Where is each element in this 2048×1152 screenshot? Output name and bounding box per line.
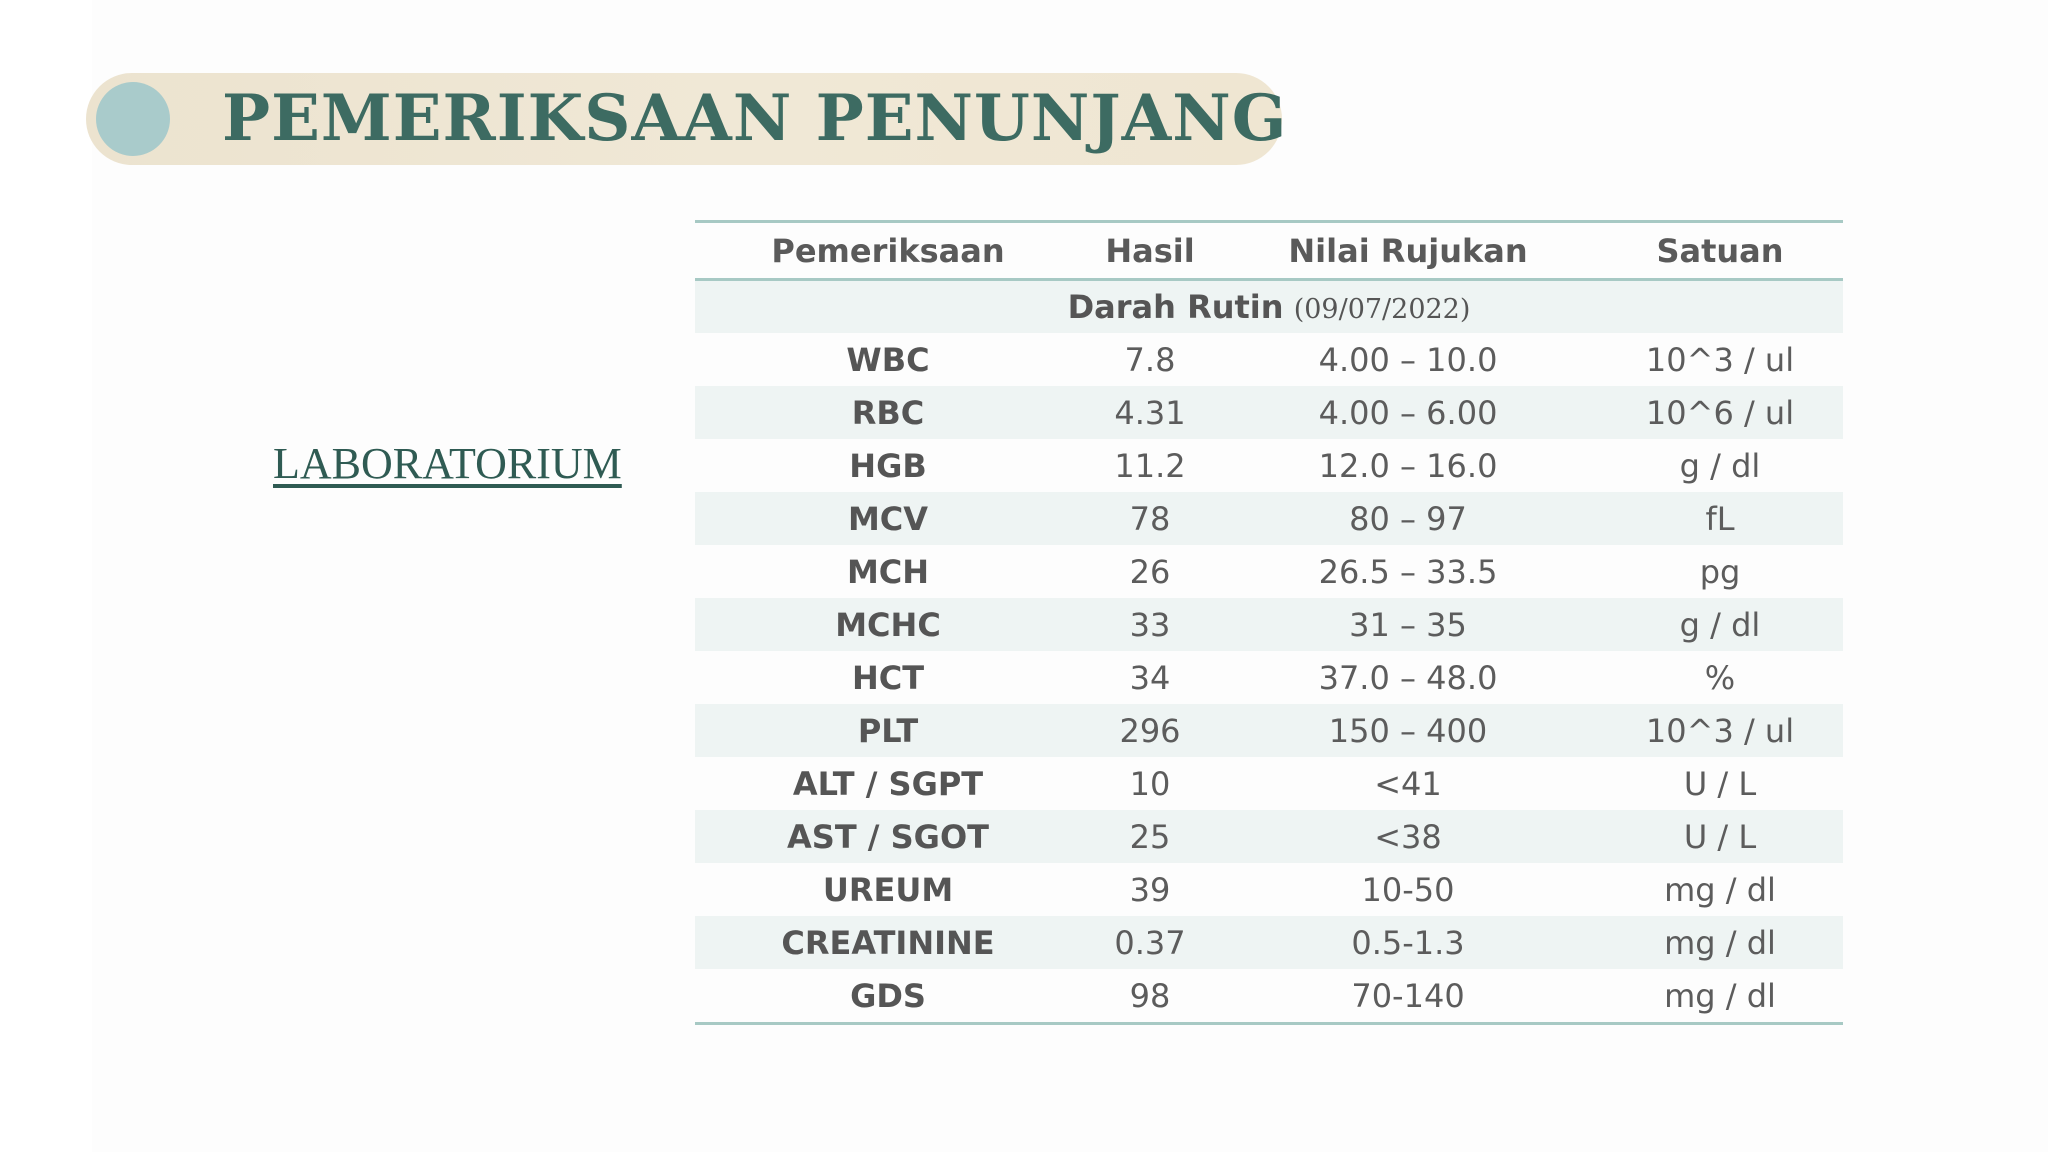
- table-row: [695, 969, 1843, 1024]
- reference-range-cell: <41: [1374, 764, 1442, 803]
- test-name-cell: MCV: [695, 492, 1081, 545]
- test-name-cell: WBC: [846, 340, 930, 379]
- unit-cell: fL: [1597, 492, 1843, 545]
- result-cell: 7.8: [1124, 340, 1176, 379]
- test-name-cell: HCT: [851, 658, 925, 697]
- test-name-cell: PLT: [695, 704, 1081, 757]
- reference-range-cell: 80 – 97: [1219, 492, 1597, 545]
- result-cell: 25: [1081, 810, 1219, 863]
- column-header-result: Hasil: [1105, 231, 1195, 270]
- result-cell: 26: [1129, 552, 1171, 591]
- test-name-cell: MCHC: [695, 598, 1081, 651]
- table-row: [695, 598, 1843, 651]
- table-row: [695, 545, 1843, 598]
- table-row: [695, 863, 1843, 916]
- unit-cell: mg / dl: [1597, 916, 1843, 969]
- test-name-cell: MCH: [846, 552, 930, 591]
- test-name-cell: UREUM: [822, 870, 954, 909]
- section-cell: [695, 280, 1843, 334]
- reference-range-cell: 31 – 35: [1219, 598, 1597, 651]
- reference-range-cell: 0.5-1.3: [1219, 916, 1597, 969]
- test-name-cell: AST / SGOT: [695, 810, 1081, 863]
- reference-range-cell: 150 – 400: [1219, 704, 1597, 757]
- reference-range-cell: 4.00 – 10.0: [1318, 340, 1498, 379]
- section-label-laboratorium: LABORATORIUM: [273, 439, 622, 488]
- unit-cell: pg: [1699, 552, 1741, 591]
- table-row: [695, 810, 1843, 863]
- table-row: [695, 916, 1843, 969]
- title-accent-dot: [96, 82, 170, 156]
- section-row: [695, 280, 1843, 334]
- unit-cell: 10^6 / ul: [1597, 386, 1843, 439]
- result-cell: 33: [1081, 598, 1219, 651]
- table-row: [695, 439, 1843, 492]
- column-header-unit: Satuan: [1656, 231, 1784, 270]
- test-name-cell: GDS: [850, 976, 926, 1015]
- reference-range-cell: 12.0 – 16.0: [1318, 446, 1498, 485]
- reference-range-cell: 70-140: [1351, 976, 1465, 1015]
- result-cell: 11.2: [1114, 446, 1186, 485]
- unit-cell: 10^3 / ul: [1645, 340, 1795, 379]
- unit-cell: mg / dl: [1664, 976, 1776, 1015]
- test-name-cell: CREATININE: [695, 916, 1081, 969]
- test-name-cell: ALT / SGPT: [792, 764, 984, 803]
- table-row: [695, 704, 1843, 757]
- column-header-test: Pemeriksaan: [771, 231, 1005, 270]
- section-title: Darah Rutin: [1067, 288, 1284, 326]
- result-cell: 4.31: [1081, 386, 1219, 439]
- result-cell: 78: [1081, 492, 1219, 545]
- reference-range-cell: 26.5 – 33.5: [1318, 552, 1498, 591]
- unit-cell: U / L: [1683, 764, 1757, 803]
- unit-cell: 10^3 / ul: [1597, 704, 1843, 757]
- result-cell: 34: [1129, 658, 1171, 697]
- table-row: [695, 492, 1843, 545]
- result-cell: 10: [1129, 764, 1171, 803]
- table-header-row: [695, 222, 1843, 280]
- reference-range-cell: 4.00 – 6.00: [1219, 386, 1597, 439]
- result-cell: 296: [1081, 704, 1219, 757]
- table-row: [695, 651, 1843, 704]
- test-name-cell: HGB: [849, 446, 927, 485]
- lab-results-table-container: [695, 220, 1843, 1025]
- table-row: [695, 757, 1843, 810]
- lab-results-table: [695, 220, 1843, 1025]
- slide-title: PEMERIKSAAN PENUNJANG: [222, 81, 1288, 156]
- reference-range-cell: <38: [1219, 810, 1597, 863]
- unit-cell: U / L: [1597, 810, 1843, 863]
- column-header-reference: Nilai Rujukan: [1288, 231, 1528, 270]
- unit-cell: g / dl: [1597, 598, 1843, 651]
- unit-cell: mg / dl: [1664, 870, 1776, 909]
- unit-cell: %: [1704, 658, 1736, 697]
- reference-range-cell: 10-50: [1361, 870, 1455, 909]
- result-cell: 39: [1129, 870, 1171, 909]
- result-cell: 0.37: [1081, 916, 1219, 969]
- test-name-cell: RBC: [695, 386, 1081, 439]
- table-row: [695, 333, 1843, 386]
- table-body: [695, 280, 1843, 1024]
- section-date: (09/07/2022): [1293, 294, 1471, 325]
- reference-range-cell: 37.0 – 48.0: [1318, 658, 1498, 697]
- result-cell: 98: [1129, 976, 1171, 1015]
- table-row: [695, 386, 1843, 439]
- unit-cell: g / dl: [1679, 446, 1761, 485]
